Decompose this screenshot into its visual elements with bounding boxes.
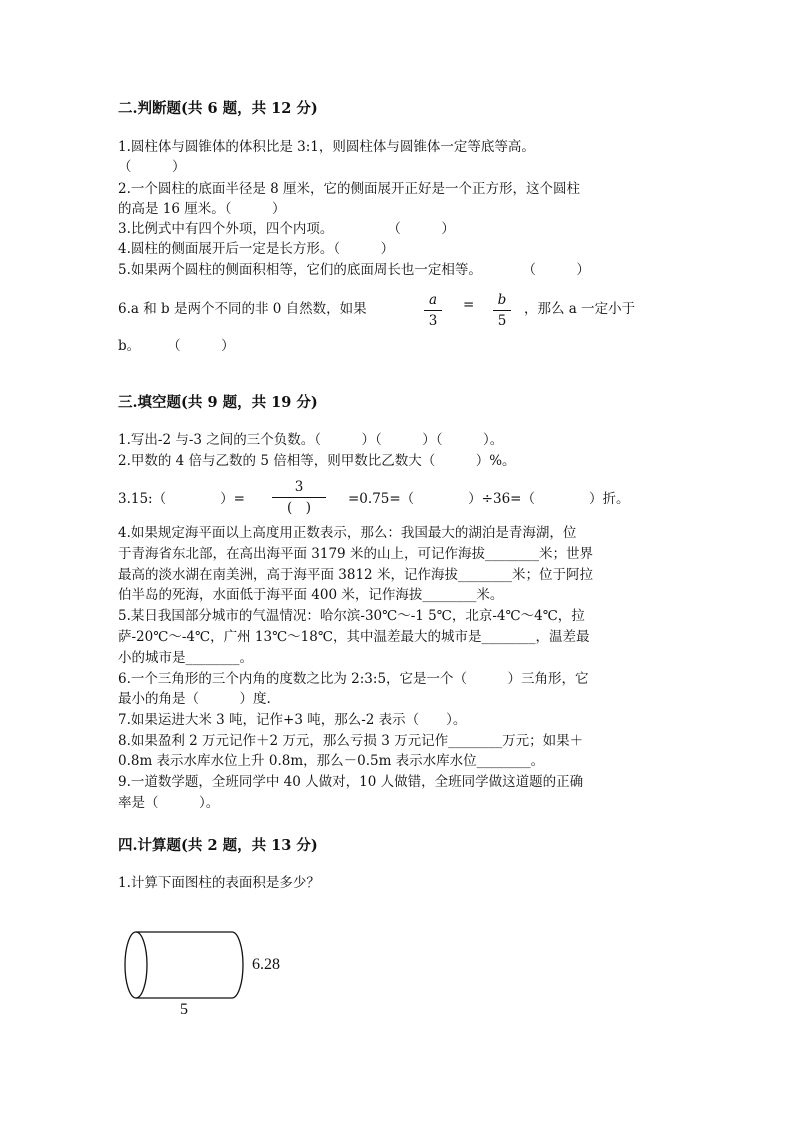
s3-q8-line2: 0.8m 表示水库水位上升 0.8m，那么－0.5m 表示水库水位________。 — [118, 753, 545, 769]
s3-q8-line1: 8.如果盈利 2 万元记作＋2 万元，那么亏损 3 万元记作________万元；如果＋ — [118, 733, 584, 749]
s2-q6-suffix: ，那么 a 一定小于 — [524, 301, 636, 317]
s2-q1-answer-bracket: （ ） — [118, 159, 186, 175]
s2-q2-line2: 的高是 16 厘米。（ ） — [118, 201, 286, 217]
fraction-bar — [493, 310, 511, 311]
fraction-denominator: ( ) — [286, 500, 312, 516]
cylinder-right-end — [232, 932, 243, 998]
s3-q4-line1: 4.如果规定海平面以上高度用正数表示，那么：我国最大的湖泊是青海湖，位 — [118, 525, 577, 541]
s3-q5-line2: 萨-20℃～-4℃，广州 13℃～18℃，其中温差最大的城市是________，温差最 — [118, 629, 590, 645]
s3-q9-line1: 9.一道数学题，全班同学中 40 人做对，10 人做错，全班同学做这道题的正确 — [118, 774, 584, 790]
s3-q3-prefix: 3.15:（ ）= — [118, 491, 245, 507]
fraction-numerator: b — [497, 292, 507, 308]
s2-q6-fraction-b-over-5 — [493, 292, 511, 329]
cylinder-height-label: 6.28 — [252, 956, 280, 973]
cylinder-length-label: 5 — [180, 1001, 188, 1018]
fraction-bar — [424, 310, 442, 311]
s3-q6-line2: 最小的角是（ ）度. — [118, 691, 271, 707]
s3-q7: 7.如果运进大米 3 吨，记作+3 吨，那么-2 表示（ ）。 — [118, 712, 467, 728]
s3-q4-line4: 伯半岛的死海，水面低于海平面 400 米，记作海拔________米。 — [118, 587, 504, 603]
s3-q5-line3: 小的城市是________。 — [118, 650, 253, 666]
section-2-heading: 二.判断题(共 6 题，共 12 分) — [118, 100, 318, 117]
s3-q3-suffix: =0.75=（ ）÷36=（ ）折。 — [348, 491, 630, 507]
s2-q5: 5.如果两个圆柱的侧面积相等，它们的底面周长也一定相等。 （ ） — [118, 262, 590, 278]
fraction-denominator: 5 — [497, 313, 507, 329]
section-4-heading: 四.计算题(共 2 题，共 13 分) — [118, 837, 318, 854]
s2-q6-equals: = — [463, 297, 475, 313]
s3-q1: 1.写出-2 与-3 之间的三个负数。（ ）（ ）（ ）。 — [118, 432, 504, 448]
fraction-numerator: a — [428, 292, 438, 308]
s3-q2: 2.甲数的 4 倍与乙数的 5 倍相等，则甲数比乙数大（ ）%。 — [118, 453, 516, 469]
s2-q2-line1: 2.一个圆柱的底面半径是 8 厘米，它的侧面展开正好是一个正方形，这个圆柱 — [118, 181, 581, 197]
fraction-numerator: 3 — [294, 479, 304, 495]
s3-q3-fraction — [272, 479, 326, 516]
s3-q4-line2: 于青海省东北部，在高出海平面 3179 米的山上，可记作海拔________米；世界 — [118, 546, 593, 562]
s4-q1: 1.计算下面图柱的表面积是多少？ — [118, 875, 320, 891]
fraction-denominator: 3 — [428, 313, 438, 329]
s2-q6-line2: b。 （ ） — [118, 338, 235, 354]
cylinder-figure — [118, 925, 298, 1025]
s3-q9-line2: 率是（ ）。 — [118, 795, 220, 811]
s3-q4-line3: 最高的淡水湖在南美洲，高于海平面 3812 米，记作海拔________米；位于阿拉 — [118, 567, 593, 583]
section-3-heading: 三.填空题(共 9 题，共 19 分) — [118, 394, 318, 411]
s3-q6-line1: 6.一个三角形的三个内角的度数之比为 2:3:5，它是一个（ ）三角形，它 — [118, 671, 589, 687]
cylinder-left-end — [125, 932, 147, 998]
fraction-bar — [272, 497, 326, 498]
s2-q1-line1: 1.圆柱体与圆锥体的体积比是 3:1，则圆柱体与圆锥体一定等底等高。 — [118, 139, 535, 155]
s2-q6-prefix: 6.a 和 b 是两个不同的非 0 自然数，如果 — [118, 301, 367, 317]
s2-q4: 4.圆柱的侧面展开后一定是长方形。（ ） — [118, 241, 395, 257]
s2-q3: 3.比例式中有四个外项，四个内项。 （ ） — [118, 221, 455, 237]
s3-q5-line1: 5.某日我国部分城市的气温情况：哈尔滨-30℃～-1 5℃，北京-4℃～4℃，拉 — [118, 608, 585, 624]
s2-q6-fraction-a-over-3 — [424, 292, 442, 329]
